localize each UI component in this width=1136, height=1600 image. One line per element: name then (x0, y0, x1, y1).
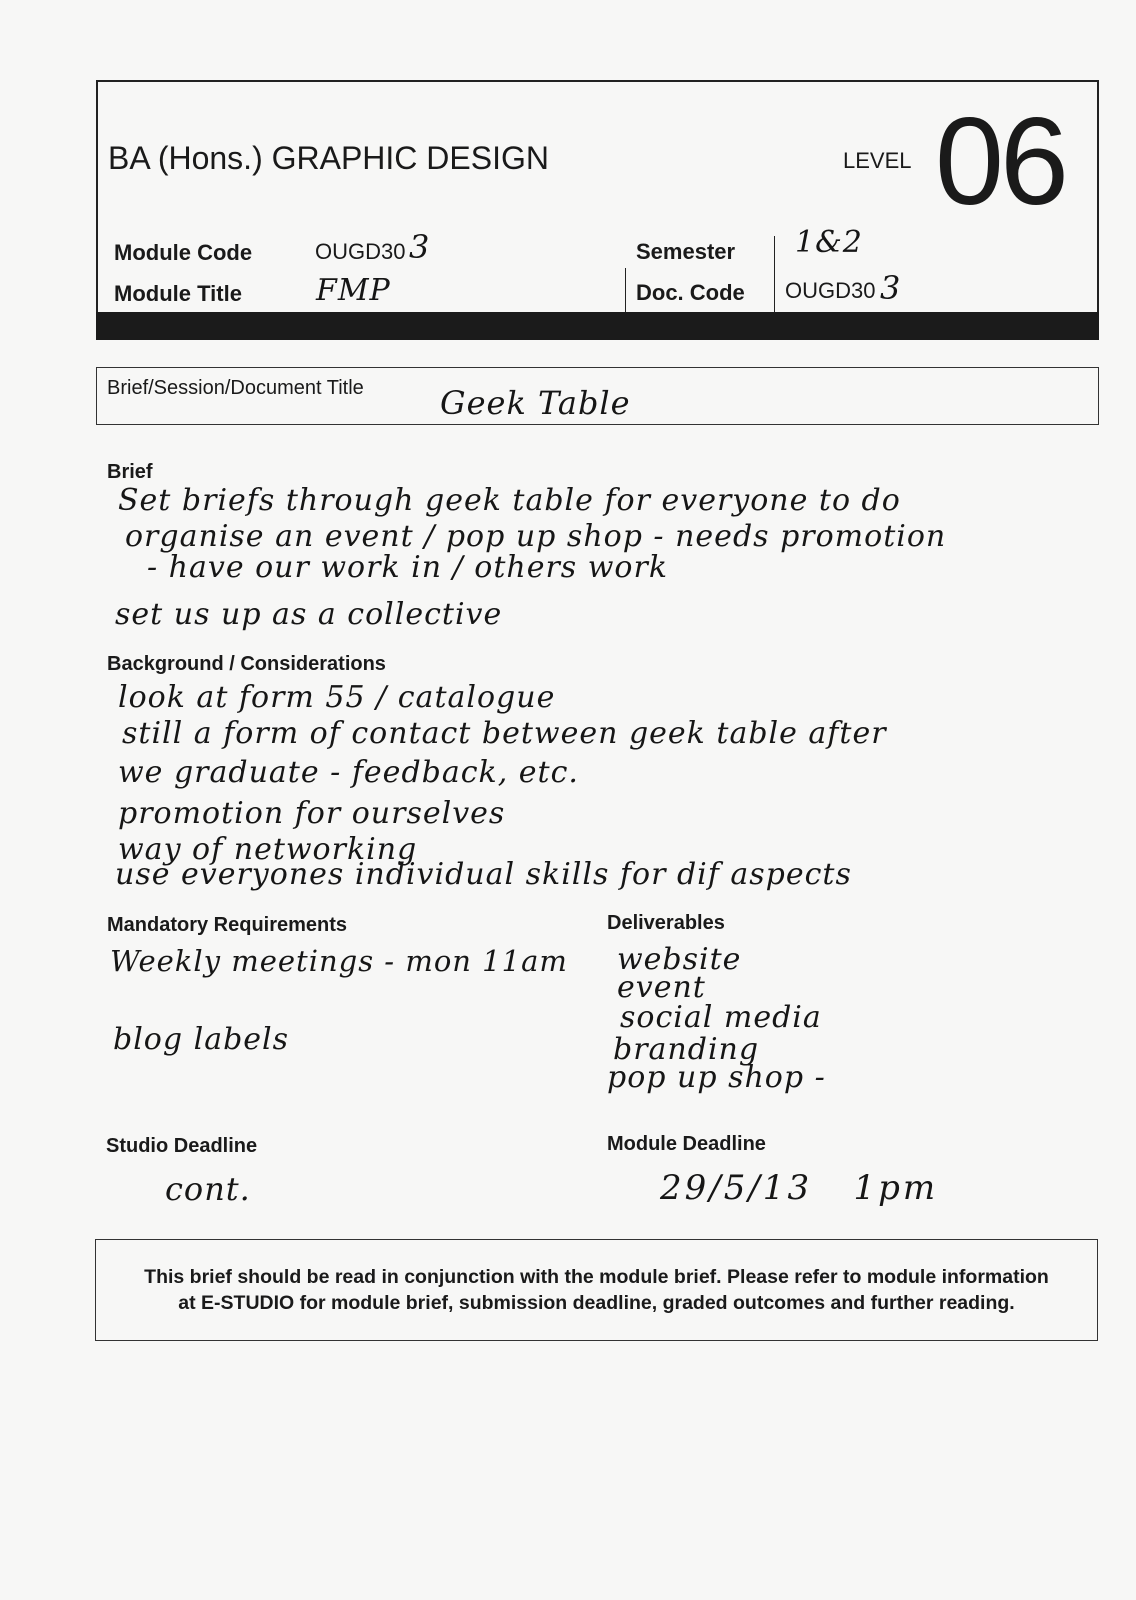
deliverable-item: event (617, 970, 706, 1005)
degree-title: BA (Hons.) GRAPHIC DESIGN (108, 140, 549, 176)
level-number: 06 (935, 93, 1065, 231)
semester-handwritten: 1&2 (795, 225, 863, 260)
background-label: Background / Considerations (107, 653, 386, 675)
footer-note (95, 1264, 1098, 1316)
module-title-label: Module Title (114, 281, 242, 306)
doc-code-label: Doc. Code (636, 280, 745, 305)
brief-line: Set briefs through geek table for everyone to do (118, 483, 901, 518)
document-title-handwritten: Geek Table (440, 384, 631, 422)
background-line: still a form of contact between geek table after (122, 716, 887, 751)
mandatory-line: Weekly meetings - mon 11am (110, 944, 568, 978)
brief-label: Brief (107, 461, 153, 483)
brief-line: set us up as a collective (115, 597, 503, 632)
deliverable-item: website (617, 942, 742, 977)
module-code-prefix: OUGD30 (315, 239, 406, 264)
deliverable-item: pop up shop - (607, 1060, 826, 1095)
background-line: promotion for ourselves (118, 796, 506, 831)
mandatory-requirements-label: Mandatory Requirements (107, 914, 348, 936)
background-line: look at form 55 / catalogue (118, 680, 556, 715)
brief-line: organise an event / pop up shop - needs promotion (125, 519, 947, 554)
mandatory-line: blog labels (113, 1022, 290, 1057)
divider (774, 236, 775, 313)
document-title-label: Brief/Session/Document Title (107, 377, 364, 399)
deliverables-label: Deliverables (607, 912, 725, 934)
background-line: use everyones individual skills for dif aspects (115, 857, 852, 892)
module-title-handwritten: FMP (316, 273, 391, 308)
footer-line: This brief should be read in conjunction with the module brief. Please refer to module information (144, 1266, 1049, 1288)
background-line: we graduate - feedback, etc. (118, 755, 579, 790)
level-label: LEVEL (843, 148, 912, 173)
divider (625, 268, 626, 313)
footer-line: at E-STUDIO for module brief, submission deadline, graded outcomes and further reading. (178, 1292, 1015, 1314)
module-deadline-handwritten: 29/5/13 1pm (660, 1168, 939, 1208)
studio-deadline-label: Studio Deadline (106, 1135, 258, 1157)
module-code-label: Module Code (114, 240, 253, 265)
header-bar (96, 312, 1099, 340)
module-deadline-label: Module Deadline (607, 1133, 766, 1155)
doc-code-handwritten: 3 (880, 269, 902, 307)
brief-line: - have our work in / others work (147, 550, 668, 585)
deliverable-item: branding (613, 1032, 760, 1067)
semester-label: Semester (636, 239, 736, 264)
background-line: way of networking (118, 832, 418, 867)
studio-deadline-handwritten: cont. (165, 1170, 251, 1208)
deliverable-item: social media (620, 1000, 822, 1035)
doc-code-prefix: OUGD30 (785, 278, 876, 303)
module-code-handwritten: 3 (409, 228, 431, 266)
